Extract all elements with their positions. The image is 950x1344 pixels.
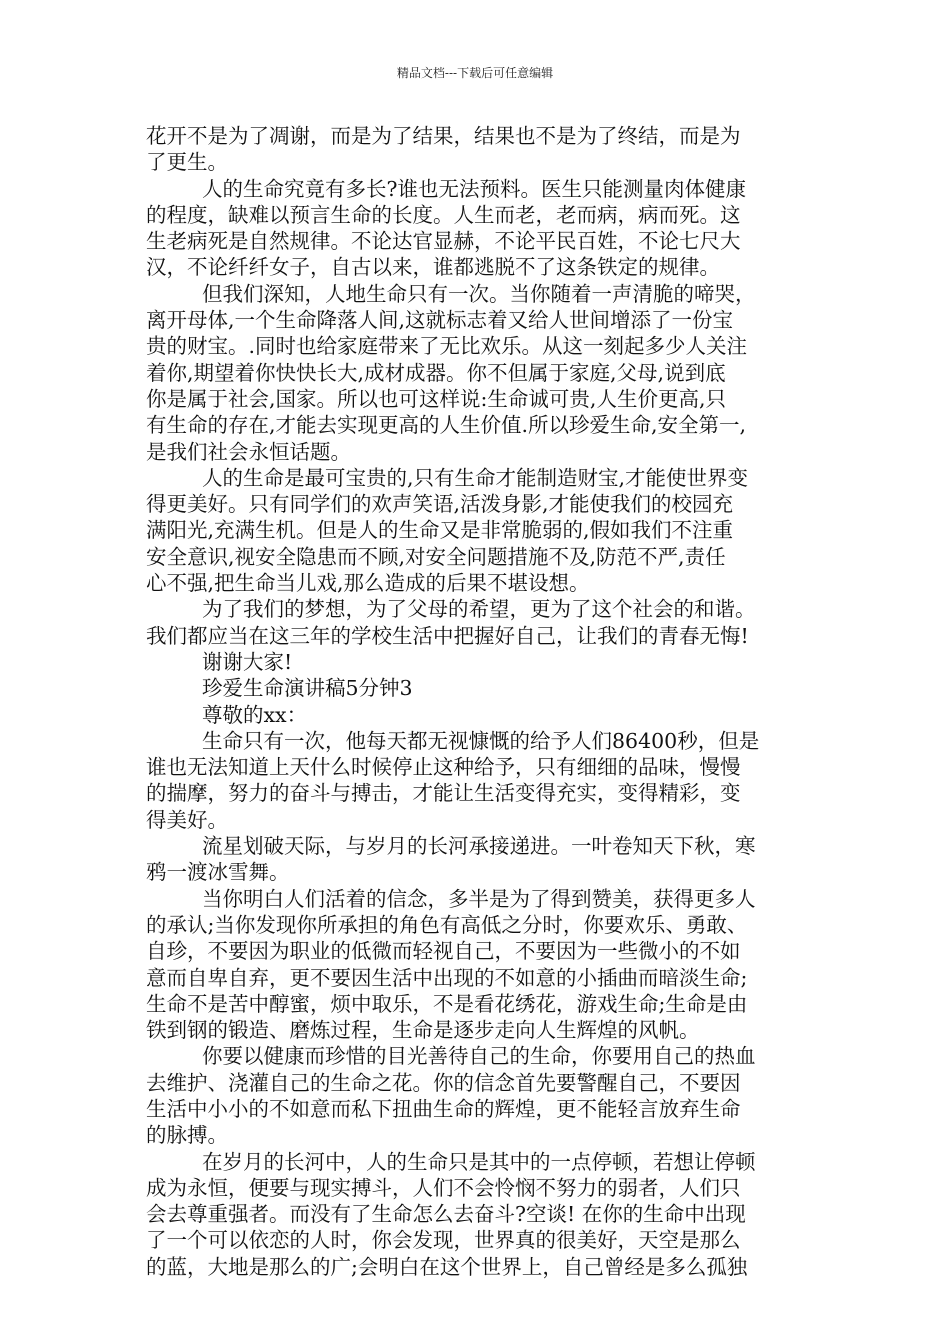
paragraph bbox=[146, 833, 812, 886]
paragraph bbox=[146, 702, 812, 728]
text-line: 谢谢大家! bbox=[202, 649, 293, 674]
text-line: 满阳光,充满生机。但是人的生命又是非常脆弱的,假如我们不注重 bbox=[146, 518, 734, 543]
text-line: 贵的财宝。.同时也给家庭带来了无比欢乐。从这一刻起多少人关注 bbox=[146, 334, 748, 359]
paragraph bbox=[146, 465, 812, 596]
text-line: 自珍，不要因为职业的低微而轻视自己，不要因为一些微小的不如 bbox=[146, 939, 741, 964]
text-line: 生命只有一次，他每天都无视慷慨的给予人们86400秒，但是 bbox=[202, 728, 760, 753]
text-line: 了更生。 bbox=[146, 150, 228, 175]
paragraph bbox=[146, 281, 812, 465]
paragraph bbox=[146, 675, 812, 701]
text-line: 流星划破天际，与岁月的长河承接递进。一叶卷知天下秋，寒 bbox=[202, 834, 756, 859]
text-line: 你是属于社会,国家。所以也可这样说:生命诚可贵,人生价更高,只 bbox=[146, 386, 726, 411]
text-line: 汉，不论纤纤女子，自古以来，谁都逃脱不了这条铁定的规律。 bbox=[146, 255, 720, 280]
paragraph bbox=[146, 596, 812, 649]
text-line: 得美好。 bbox=[146, 807, 228, 832]
text-line: 得更美好。只有同学们的欢声笑语,活泼身影,才能使我们的校园充 bbox=[146, 492, 734, 517]
text-line: 了一个可以依恋的人时，你会发现，世界真的很美好，天空是那么 bbox=[146, 1228, 741, 1253]
text-line: 会去尊重强者。而没有了生命怎么去奋斗?空谈! 在你的生命中出现 bbox=[146, 1202, 746, 1227]
text-line: 谁也无法知道上天什么时候停止这种给予，只有细细的品味，慢慢 bbox=[146, 755, 741, 780]
text-line: 去维护、浇灌自己的生命之花。你的信念首先要警醒自己，不要因 bbox=[146, 1070, 741, 1095]
document-body bbox=[146, 123, 812, 1280]
text-line: 铁到钢的锻造、磨炼过程，生命是逐步走向人生辉煌的风帆。 bbox=[146, 1018, 700, 1043]
text-line: 意而自卑自弃，更不要因生活中出现的不如意的小插曲而暗淡生命; bbox=[146, 965, 748, 990]
text-line: 人的生命究竟有多长?谁也无法预料。医生只能测量肉体健康 bbox=[202, 176, 746, 201]
text-line: 成为永恒，便要与现实搏斗，人们不会怜悯不努力的弱者，人们只 bbox=[146, 1175, 741, 1200]
text-line: 有生命的存在,才能去实现更高的人生价值.所以珍爱生命,安全第一, bbox=[146, 413, 747, 438]
text-line: 你要以健康而珍惜的目光善待自己的生命，你要用自己的热血 bbox=[202, 1044, 756, 1069]
text-line: 当你明白人们活着的信念，多半是为了得到赞美，获得更多人 bbox=[202, 886, 756, 911]
text-line: 的脉搏。 bbox=[146, 1123, 228, 1148]
text-line: 的蓝，大地是那么的广;会明白在这个世界上，自己曾经是多么孤独 bbox=[146, 1254, 748, 1279]
paragraph bbox=[146, 1149, 812, 1280]
paragraph bbox=[146, 1043, 812, 1148]
text-line: 离开母体,一个生命降落人间,这就标志着又给人世间增添了一份宝 bbox=[146, 308, 734, 333]
text-line: 生命不是苦中醇蜜，烦中取乐，不是看花绣花，游戏生命;生命是由 bbox=[146, 991, 748, 1016]
paragraph bbox=[146, 176, 812, 281]
text-line: 尊敬的xx： bbox=[202, 702, 308, 727]
text-line: 为了我们的梦想，为了父母的希望，更为了这个社会的和谐。 bbox=[202, 597, 756, 622]
text-line: 花开不是为了凋谢，而是为了结果，结果也不是为了终结，而是为 bbox=[146, 124, 741, 148]
text-line: 安全意识,视安全隐患而不顾,对安全问题措施不及,防范不严,责任 bbox=[146, 544, 726, 569]
paragraph bbox=[146, 886, 812, 1044]
text-line: 的承认;当你发现你所承担的角色有高低之分时，你要欢乐、勇敢、 bbox=[146, 912, 748, 937]
text-line: 的程度，缺难以预言生命的长度。人生而老，老而病，病而死。这 bbox=[146, 202, 741, 227]
text-line: 的揣摩，努力的奋斗与搏击，才能让生活变得充实，变得精彩，变 bbox=[146, 781, 741, 806]
text-line: 生老病死是自然规律。不论达官显赫，不论平民百姓，不论七尺大 bbox=[146, 229, 741, 254]
text-line: 着你,期望着你快快长大,成材成器。你不但属于家庭,父母,说到底 bbox=[146, 360, 726, 385]
text-line: 鸦一渡冰雪舞。 bbox=[146, 860, 290, 885]
paragraph bbox=[146, 649, 812, 675]
paragraph bbox=[146, 728, 812, 833]
paragraph bbox=[146, 123, 812, 176]
page-header: 精品文档---下载后可任意编辑 bbox=[396, 66, 554, 80]
text-line: 珍爱生命演讲稿5分钟3 bbox=[202, 676, 413, 701]
text-line: 是我们社会永恒话题。 bbox=[146, 439, 351, 464]
text-line: 心不强,把生命当儿戏,那么造成的后果不堪设想。 bbox=[146, 571, 590, 596]
text-line: 但我们深知，人地生命只有一次。当你随着一声清脆的啼哭， bbox=[202, 281, 756, 306]
text-line: 我们都应当在这三年的学校生活中把握好自己，让我们的青春无悔! bbox=[146, 623, 749, 648]
text-line: 生活中小小的不如意而私下扭曲生命的辉煌，更不能轻言放弃生命 bbox=[146, 1096, 741, 1121]
text-line: 在岁月的长河中，人的生命只是其中的一点停顿，若想让停顿 bbox=[202, 1149, 756, 1174]
text-line: 人的生命是最可宝贵的,只有生命才能制造财宝,才能使世界变 bbox=[202, 465, 749, 490]
